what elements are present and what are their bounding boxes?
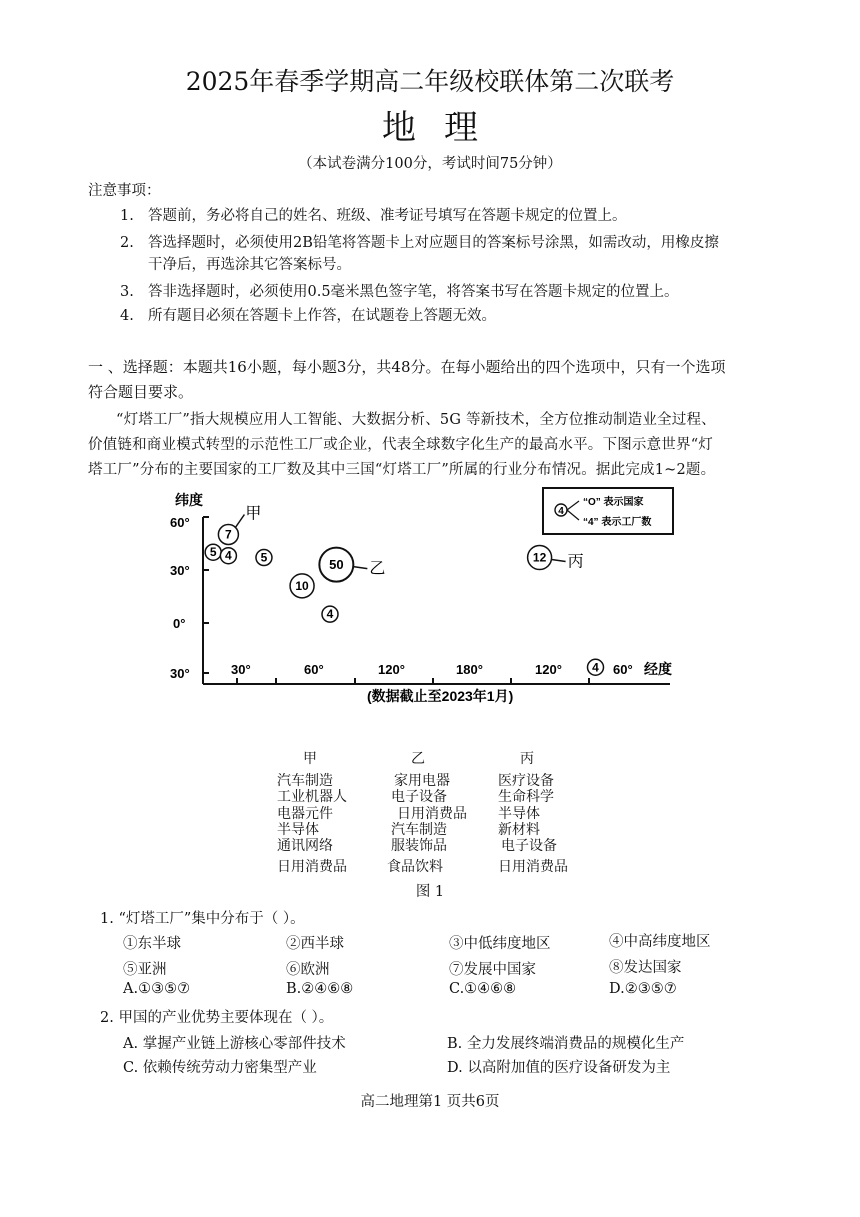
industry-item: 医疗设备 [498,772,554,789]
legend-symbol-count: 4 [558,506,564,517]
exam-title: 2025年春季学期高二年级校联体第二次联考 [185,67,675,96]
answer-option-c[interactable]: C. 依赖传统劳动力密集型产业 [123,1060,317,1076]
figure-caption: 图 1 [415,884,445,900]
section-heading: 一 、选择题：本题共16小题，每小题3分，共48分。在每小题给出的四个选项中，只有一个选项 [88,358,726,376]
factory-count-label: 5 [209,545,217,560]
industry-column-jia [277,750,347,874]
factory-count-label: 7 [225,527,232,542]
notice-num: 4. [120,308,134,324]
legend-line-1: “O” 表示国家 [583,497,644,508]
factory-count-label: 4 [326,607,334,622]
label-leader-line [353,567,367,569]
country-label: 甲 [245,505,262,523]
industry-item: 服装饰品 [391,837,447,854]
factory-count-label: 50 [329,557,344,573]
industry-item: 汽车制造 [277,772,333,789]
notice-item-3 [120,280,679,301]
factory-count-label: 4 [225,548,232,563]
notice-item-4 [120,304,496,325]
industry-column-bing [498,750,568,874]
x-tick-label: 60° [613,662,633,677]
country-point [256,550,272,566]
legend-line-2: “4” 表示工厂数 [583,517,652,528]
notice-text: 所有题目必须在答题卡上作答，在试题卷上答题无效。 [148,308,496,324]
answer-option-d[interactable]: D.②③⑤⑦ [609,981,677,997]
statement: ⑥欧洲 [286,962,330,978]
notice-item-2-cont: 干净后，再选涂其它答案标号。 [148,257,351,273]
lighthouse-factory-chart [165,487,690,712]
material-line-3: 塔工厂”分布的主要国家的工厂数及其中三国“灯塔工厂”所属的行业分布情况。据此完成1~2题。 [88,462,716,478]
question-1-stem: 1. “灯塔工厂”集中分布于（ ）。 [100,911,305,927]
label-leader-line [552,560,566,562]
statement: ⑤亚洲 [123,962,167,978]
label-leader-line [235,515,244,528]
industry-item: 半导体 [277,820,319,837]
industry-item: 家用电器 [394,772,450,789]
column-heading: 乙 [411,750,425,766]
statement: ②西半球 [286,936,344,952]
industry-item: 工业机器人 [277,788,347,805]
country-point [220,548,236,564]
answer-option-d[interactable]: D. 以高附加值的医疗设备研发为主 [447,1060,671,1076]
answer-option-b[interactable]: B.②④⑥⑧ [286,981,354,997]
statement: ③中低纬度地区 [449,936,551,952]
industry-item: 日用消费品 [277,858,347,875]
subject-title: 地理 [382,108,506,148]
notice-num: 1. [120,208,134,224]
x-tick-label: 180° [456,662,483,677]
x-tick-label: 60° [304,662,324,677]
industry-item: 新材料 [498,820,540,837]
industry-item: 食品饮料 [387,858,443,875]
statement: ①东半球 [123,936,181,952]
column-heading: 丙 [520,750,534,766]
answer-option-c[interactable]: C.①④⑥⑧ [449,981,517,997]
y-axis-label: 纬度 [175,492,203,508]
industry-item: 电器元件 [277,804,333,821]
industry-item: 半导体 [498,804,540,821]
x-tick-label: 120° [535,662,562,677]
material-line-1: “灯塔工厂”指大规模应用人工智能、大数据分析、5G 等新技术，全方位推动制造业全过程、 [116,412,716,428]
factory-count-label: 4 [592,660,599,675]
question-2-stem: 2. 甲国的产业优势主要体现在（ ）。 [100,1010,334,1026]
y-tick-label: 30° [170,666,190,681]
factory-count-label: 10 [295,578,309,593]
answer-option-b[interactable]: B. 全力发展终端消费品的规模化生产 [447,1036,685,1052]
notice-item-1 [120,204,627,225]
industry-item: 日用消费品 [498,858,568,875]
industry-item: 生命科学 [498,788,554,805]
industry-item: 电子设备 [501,837,557,854]
statement: ⑧发达国家 [609,960,682,976]
notice-text: 答题前，务必将自己的姓名、班级、准考证号填写在答题卡规定的位置上。 [148,208,627,224]
notice-heading: 注意事项： [88,183,161,199]
x-axis-label: 经度 [644,661,672,677]
y-tick-label: 0° [173,616,186,631]
section-heading-cont: 符合题目要求。 [88,383,194,401]
country-label: 丙 [567,553,584,571]
country-point [319,548,385,582]
y-tick-label: 30° [170,563,190,578]
notice-num: 3. [120,284,134,300]
country-label: 乙 [369,560,386,578]
country-point [528,546,584,571]
industry-item: 电子设备 [391,788,447,805]
notice-text: 答选择题时，必须使用2B铅笔将答题卡上对应题目的答案标号涂黑，如需改动，用橡皮擦 [148,235,719,251]
chart-source-note: (数据截止至2023年1月) [367,688,514,704]
country-point [218,505,261,545]
notice-text: 答非选择题时，必须使用0.5毫米黑色签字笔，将答案书写在答题卡规定的位置上。 [148,284,679,300]
y-tick-label: 60° [170,515,190,530]
x-tick-label: 30° [231,662,251,677]
industry-item: 汽车制造 [391,820,447,837]
page-footer: 高二地理第1 页共6页 [360,1094,500,1110]
industry-item: 日用消费品 [397,804,467,821]
exam-info: （本试卷满分100分，考试时间75分钟） [298,156,562,172]
country-point [322,606,338,622]
country-point [205,544,221,560]
answer-option-a[interactable]: A. 掌握产业链上游核心零部件技术 [123,1036,346,1052]
industry-item: 通讯网络 [277,837,333,854]
notice-num: 2. [120,235,134,251]
answer-option-a[interactable]: A.①③⑤⑦ [123,981,191,997]
factory-count-label: 5 [260,550,268,565]
column-heading: 甲 [303,750,317,766]
statement: ④中高纬度地区 [609,934,711,950]
industry-column-yi [387,750,467,875]
factory-count-label: 12 [532,550,547,565]
statement: ⑦发展中国家 [449,962,536,978]
notice-item-2 [120,231,719,252]
country-point [588,659,604,675]
x-tick-label: 120° [378,662,405,677]
country-point [290,574,314,598]
material-line-2: 价值链和商业模式转型的示范性工厂或企业，代表全球数字化生产的最高水平。下图示意世界“灯 [88,437,714,453]
